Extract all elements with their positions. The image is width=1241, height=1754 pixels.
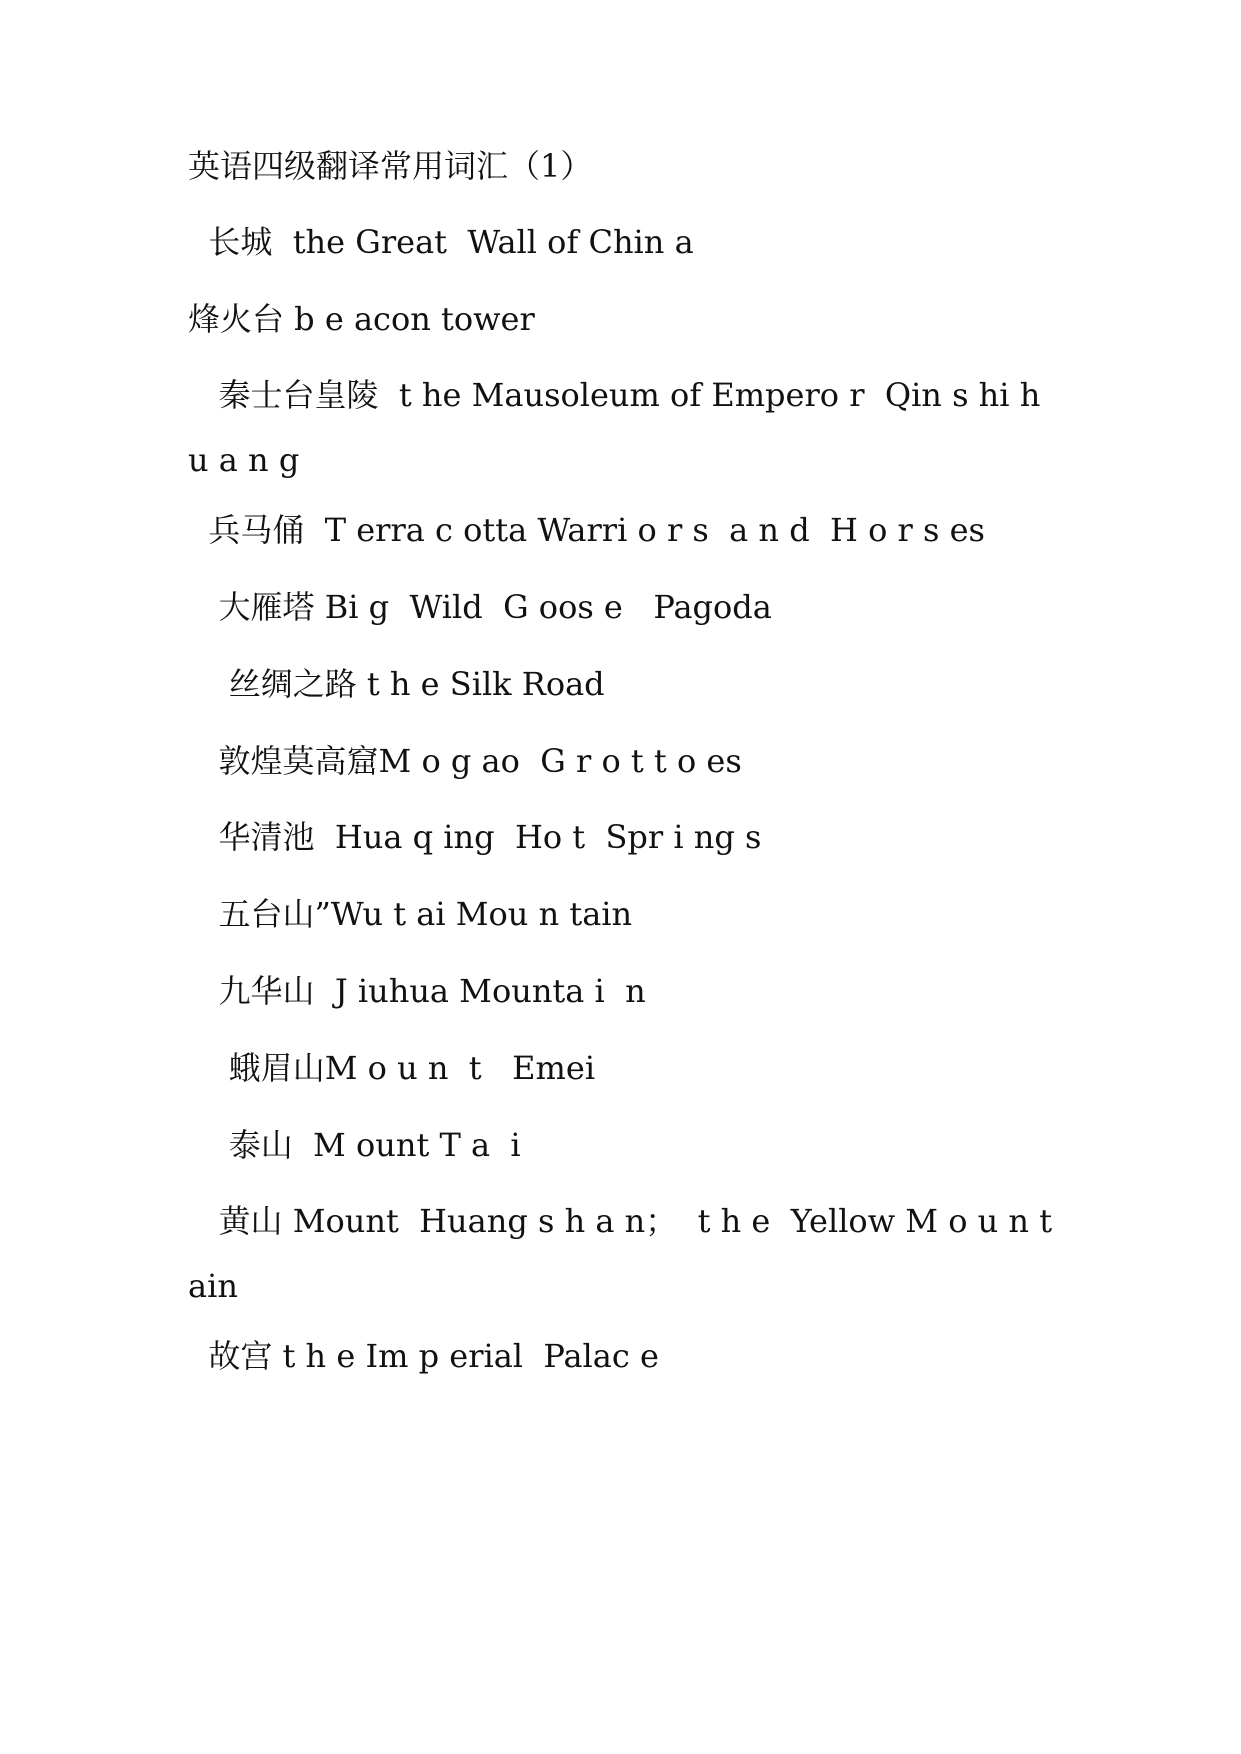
vocab-entry-qinshihuang-mausoleum: 秦士台皇陵 t he Mausoleum of Empero r Qin s hi h u a n g xyxy=(188,376,1051,479)
vocab-entry-wutai-mountain: 五台山”Wu t ai Mou n tain xyxy=(188,895,633,933)
vocab-entry-beacon-tower: 烽火台 b e acon tower xyxy=(188,300,535,338)
vocab-entry-terracotta-warriors: 兵马俑 T erra c otta Warri o r s a n d H o r s es xyxy=(188,511,985,549)
vocab-entry-silk-road: 丝绸之路 t h e Silk Road xyxy=(188,665,605,703)
document-title: 英语四级翻译常用词汇（1） xyxy=(188,147,593,185)
vocab-entry-big-wild-goose-pagoda: 大雁塔 Bi g Wild G oos e Pagoda xyxy=(188,588,772,626)
vocab-entry-mount-emei: 蛾眉山M o u n t Emei xyxy=(188,1049,596,1087)
vocab-entry-huaqing-hot-springs: 华清池 Hua q ing Ho t Spr i ng s xyxy=(188,818,762,856)
vocab-entry-mount-huangshan: 黄山 Mount Huang s h a n； t h e Yellow M o u n t ain xyxy=(188,1202,1063,1305)
vocab-entry-jiuhua-mountain: 九华山 J iuhua Mounta i n xyxy=(188,972,646,1010)
vocab-entry-mogao-grottoes: 敦煌莫高窟M o g ao G r o t t o es xyxy=(188,742,742,780)
vocab-entry-great-wall: 长城 the Great Wall of Chin a xyxy=(188,223,694,261)
vocab-entry-mount-tai: 泰山 M ount T a i xyxy=(188,1126,521,1164)
vocab-entry-imperial-palace: 故宫 t h e Im p erial Palac e xyxy=(188,1337,659,1375)
